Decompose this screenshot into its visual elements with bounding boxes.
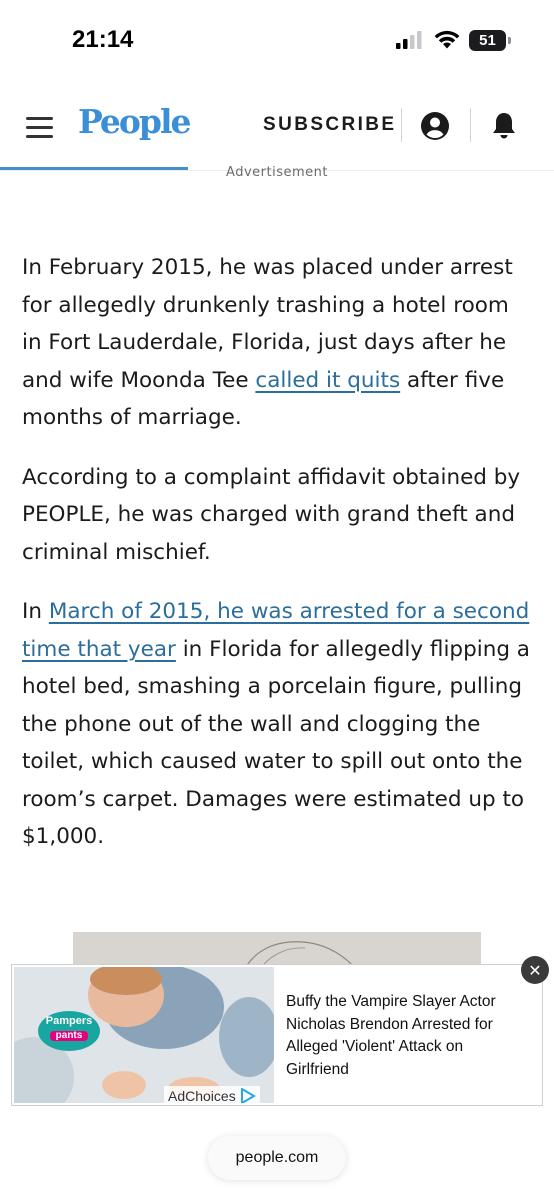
advertisement-label: Advertisement (226, 165, 328, 176)
people-logo[interactable]: People (78, 102, 190, 141)
header-divider (470, 108, 471, 142)
ad-banner[interactable] (11, 964, 543, 1106)
adchoices-icon (240, 1088, 256, 1103)
article-paragraph: In March of 2015, he was arrested for a second time that year in Florida for allegedly flipping a hotel bed, smashing a porcelain figure, pulling the phone out of the wall and clogging the toilet, which caused water to spill out onto the room’s carpet. Damages were estimated up to $1,000. (22, 599, 530, 849)
wifi-icon (434, 30, 460, 49)
bell-icon[interactable] (491, 111, 517, 141)
status-time: 21:14 (72, 26, 134, 53)
ad-headline[interactable]: Buffy the Vampire Slayer Actor Nicholas Brendon Arrested for Alleged 'Violent' Attack on Girlfriend (286, 993, 496, 1078)
article-paragraph: According to a complaint affidavit obtained by PEOPLE, he was charged with grand theft and criminal mischief. (22, 464, 521, 565)
browser-url-bar[interactable]: people.com (208, 1136, 346, 1180)
called-it-quits-link[interactable]: called it quits (255, 367, 401, 393)
article-paragraph: In February 2015, he was placed under arrest for allegedly drunkenly trashing a hotel room in Fort Lauderdale, Florida, just days after he and wife Moonda Tee called it quits after five months of marriage. (22, 255, 513, 430)
menu-icon[interactable] (26, 117, 53, 139)
close-ad-button[interactable]: ✕ (521, 956, 549, 984)
battery-cap (508, 37, 511, 44)
battery-icon: 51 (469, 30, 506, 51)
article-body (22, 249, 532, 878)
subscribe-button[interactable]: SUBSCRIBE (263, 114, 397, 135)
cellular-signal-icon (396, 31, 422, 49)
adchoices-link[interactable]: AdChoices (164, 1086, 260, 1103)
second-arrest-link[interactable]: March of 2015, he was arrested for a second time that year (22, 599, 530, 662)
account-icon[interactable] (420, 111, 450, 141)
site-header (0, 88, 554, 171)
header-divider (401, 108, 402, 142)
pampers-logo: Pampers pants (38, 1011, 100, 1051)
ad-image[interactable] (14, 967, 274, 1103)
status-bar (0, 0, 554, 80)
